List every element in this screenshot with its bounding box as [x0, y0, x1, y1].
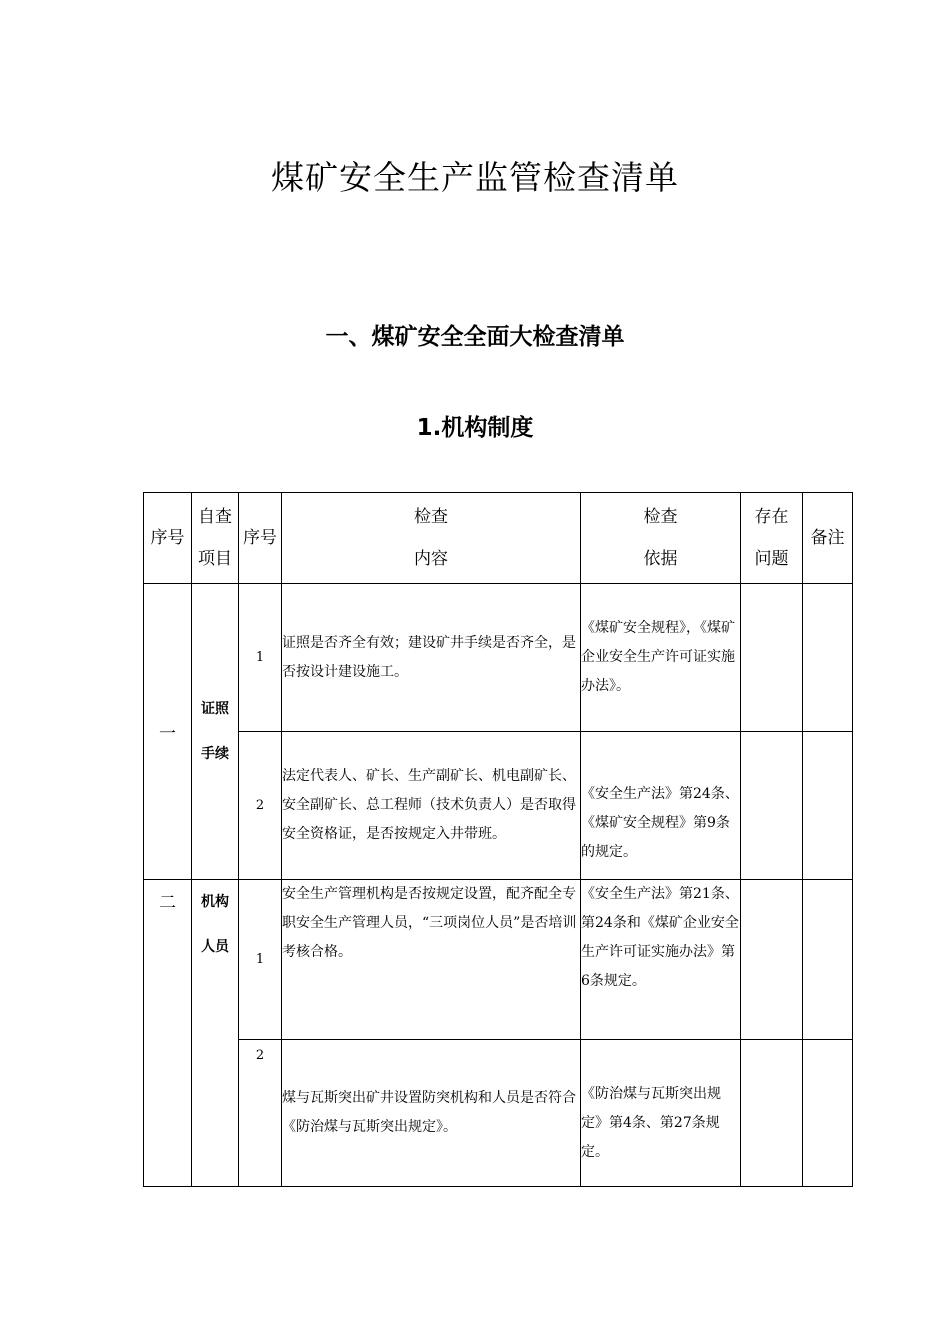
check-basis: 《煤矿安全规程》，《煤矿企业安全生产许可证实施办法》。 — [581, 620, 735, 694]
basis-cell — [581, 732, 741, 880]
remarks-cell — [803, 584, 853, 732]
problems-cell — [741, 880, 803, 1040]
group-seq-cell — [144, 584, 192, 880]
row-number-cell — [239, 732, 282, 880]
section-title: 一、煤矿安全全面大检查清单 — [325, 324, 625, 350]
header-self-check-item-line2: 项目 — [198, 549, 232, 569]
basis-cell — [581, 880, 741, 1040]
remarks-cell — [803, 732, 853, 880]
row-number: 1 — [255, 650, 265, 665]
header-sub-seq-label: 序号 — [243, 528, 277, 548]
check-basis: 《防治煤与瓦斯突出规定》第4条、第27条规定。 — [581, 1085, 721, 1160]
header-content-line2: 内容 — [414, 549, 448, 569]
row-number-cell — [239, 584, 282, 732]
check-content: 安全生产管理机构是否按规定设置，配齐配全专职安全生产管理人员，“三项岗位人员”是否培训考核合格。 — [282, 886, 577, 960]
header-problems — [741, 493, 803, 584]
header-row — [144, 493, 853, 584]
table-row — [144, 584, 853, 732]
table-row — [144, 732, 853, 880]
content-cell — [282, 880, 581, 1040]
table-row — [144, 1040, 853, 1187]
group-item-line2: 手续 — [201, 745, 229, 762]
header-problems-line2: 问题 — [754, 549, 789, 569]
check-content: 法定代表人、矿长、生产副矿长、机电副矿长、安全副矿长、总工程师（技术负责人）是否取得安全资格证，是否按规定入井带班。 — [282, 768, 576, 842]
content-cell — [282, 1040, 581, 1187]
header-basis-line1: 检查 — [643, 507, 678, 527]
check-content: 证照是否齐全有效；建设矿井手续是否齐全，是否按设计建设施工。 — [282, 634, 576, 680]
row-number: 1 — [255, 952, 265, 967]
group-item-cell — [192, 880, 239, 1187]
row-number: 2 — [255, 798, 265, 813]
problems-cell — [741, 584, 803, 732]
basis-cell — [581, 1040, 741, 1187]
header-seq-label: 序号 — [150, 528, 185, 548]
subsection-title: 1.机构制度 — [416, 415, 534, 441]
header-remarks — [803, 493, 853, 584]
header-sub-seq — [239, 493, 282, 584]
row-number-cell — [239, 880, 282, 1040]
content-cell — [282, 732, 581, 880]
checklist-table — [143, 492, 853, 1187]
group-seq: 二 — [159, 893, 176, 913]
remarks-cell — [803, 880, 853, 1040]
group-seq: 一 — [159, 724, 176, 744]
header-self-check-item — [192, 493, 239, 584]
group-seq-cell — [144, 880, 192, 1187]
header-problems-line1: 存在 — [754, 507, 789, 527]
header-seq — [144, 493, 192, 584]
row-number: 2 — [255, 1048, 265, 1063]
header-content-line1: 检查 — [414, 507, 448, 527]
problems-cell — [741, 1040, 803, 1187]
header-basis — [581, 493, 741, 584]
header-remarks-label: 备注 — [810, 528, 845, 548]
check-content: 煤与瓦斯突出矿井设置防突机构和人员是否符合《防治煤与瓦斯突出规定》。 — [282, 1090, 576, 1135]
check-basis: 《安全生产法》第24条、《煤矿安全规程》第9条的规定。 — [581, 786, 739, 860]
header-self-check-item-line1: 自查 — [198, 507, 232, 527]
document-title: 煤矿安全生产监管检查清单 — [271, 158, 679, 197]
content-cell — [282, 584, 581, 732]
group-item-line1: 证照 — [201, 700, 229, 717]
remarks-cell — [803, 1040, 853, 1187]
check-basis: 《安全生产法》第21条、第24条和《煤矿企业安全生产许可证实施办法》第6条规定。 — [581, 886, 739, 989]
row-number-cell — [239, 1040, 282, 1187]
header-content — [282, 493, 581, 584]
problems-cell — [741, 732, 803, 880]
basis-cell — [581, 584, 741, 732]
group-item-line1: 机构 — [201, 894, 229, 910]
table-row — [144, 880, 853, 1040]
group-item-line2: 人员 — [201, 939, 229, 955]
header-basis-line2: 依据 — [643, 549, 678, 569]
group-item-cell — [192, 584, 239, 880]
